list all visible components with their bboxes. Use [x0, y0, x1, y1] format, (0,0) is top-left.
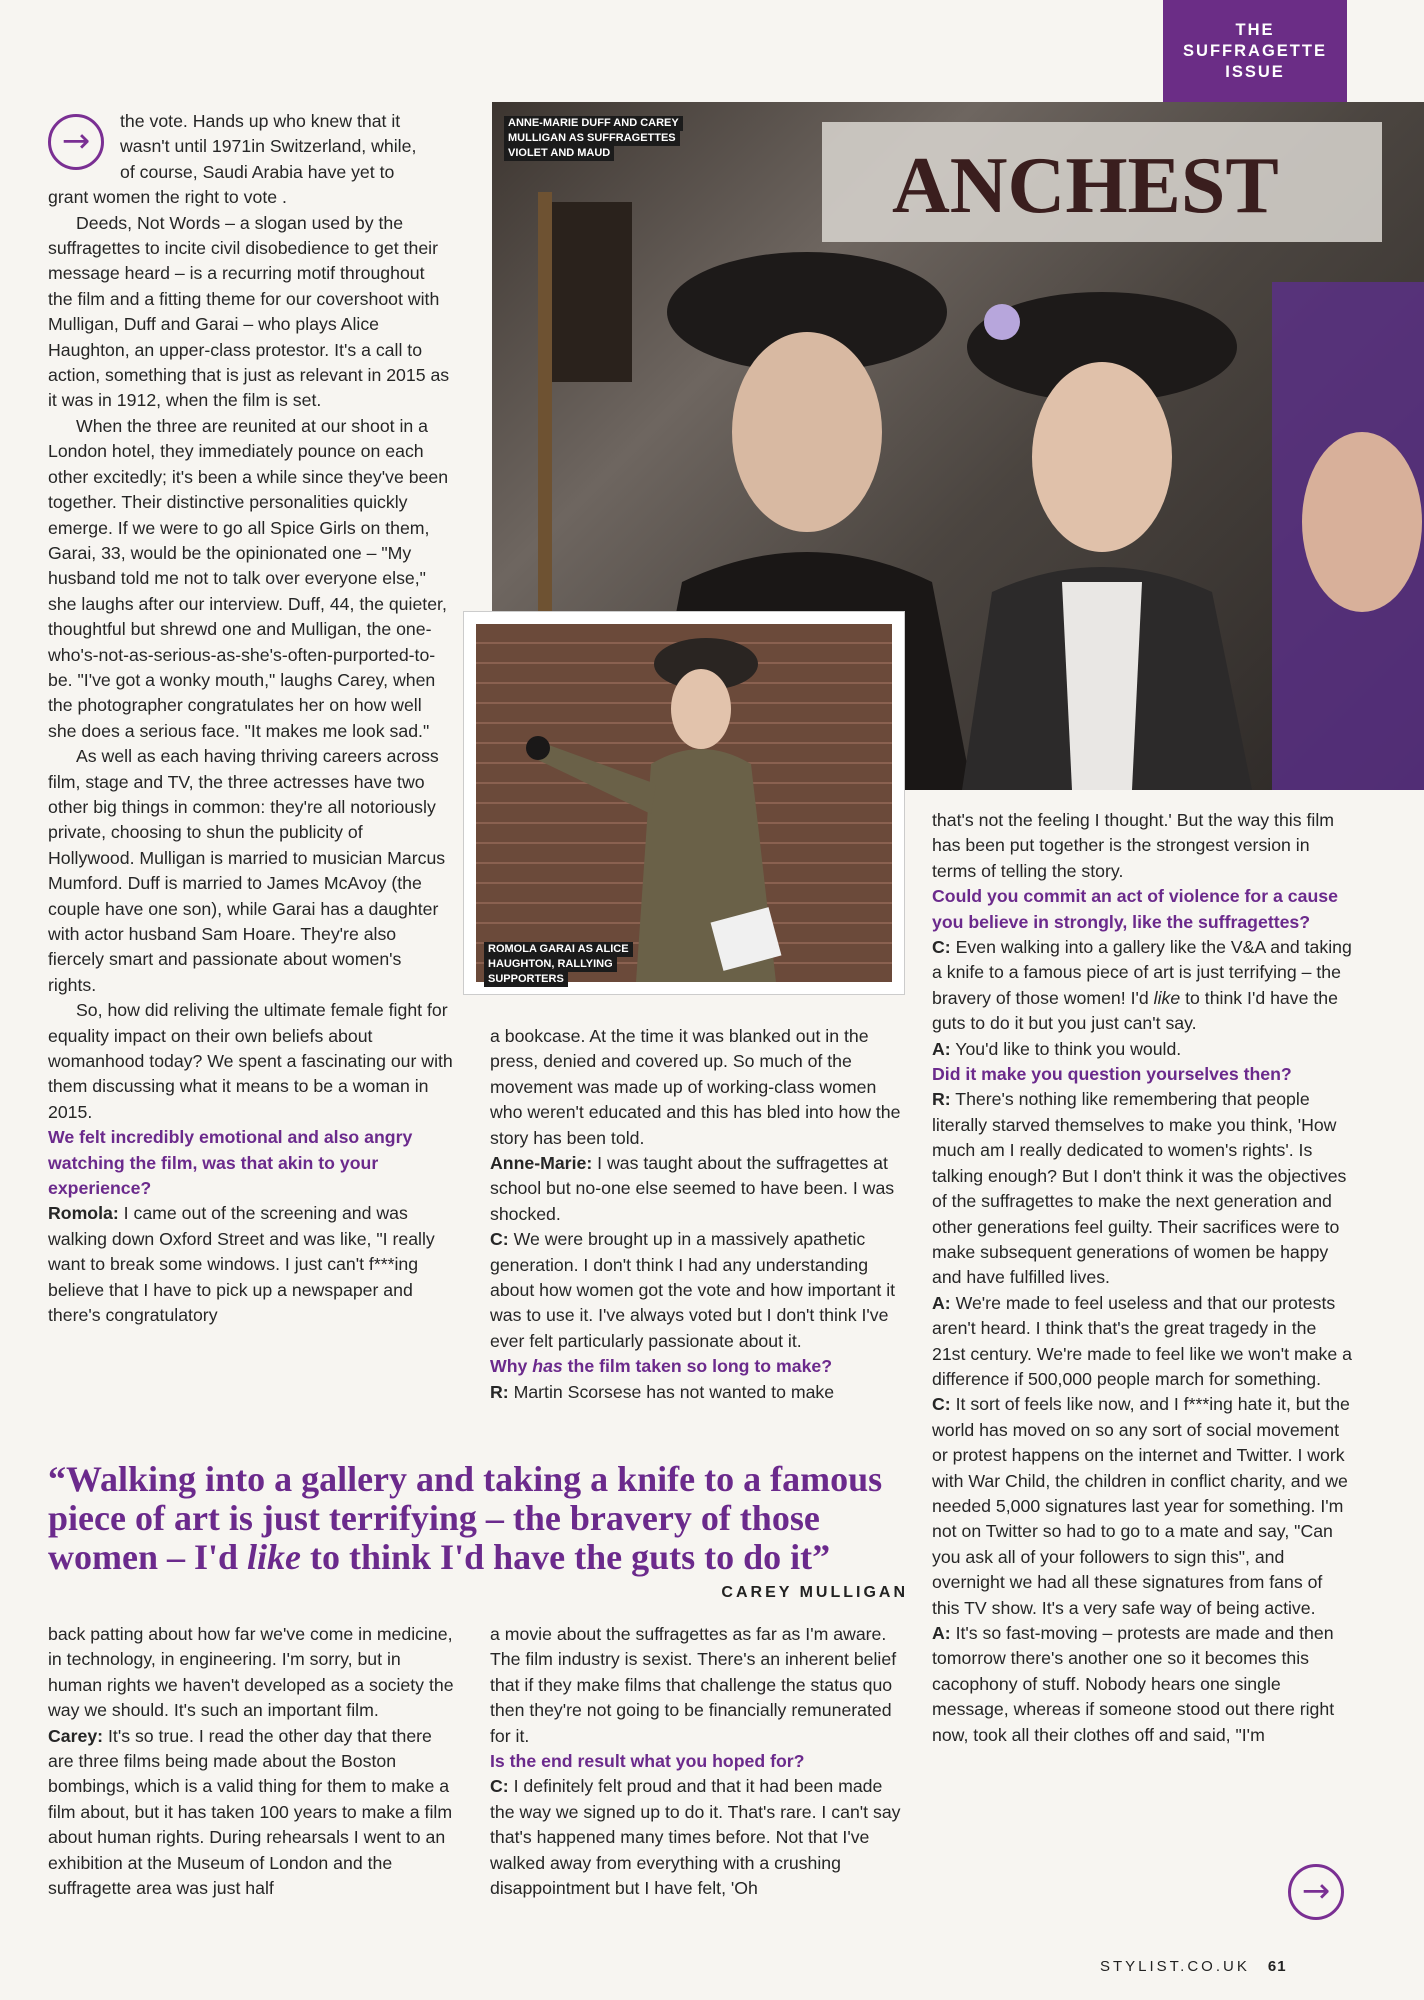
interview-question: Is the end result what you hoped for? [490, 1751, 805, 1772]
article-column-2-lower [490, 1622, 908, 1901]
answer-text: We were brought up in a massively apathetic generation. I don't think I had any understanding about how women got the vote and how important it was to use it. I've always voted but I don't think I've ever felt particularly passionate about it. [490, 1229, 896, 1351]
interview-answer [932, 1291, 1352, 1393]
site-name[interactable]: STYLIST.CO.UK [1100, 1958, 1250, 1975]
lead-line-1: the vote. Hands up who knew that it [120, 111, 401, 131]
interview-answer [48, 1724, 458, 1902]
answer-text: You'd like to think you would. [955, 1038, 1182, 1059]
interview-question [490, 1354, 908, 1379]
answer-text: I definitely felt proud and that it had been made the way we signed up to do it. That's rare. I can't say that's happened many times before. Not that I've walked away from everything with a crushing disappointment but I have felt, 'Oh [490, 1776, 901, 1899]
interview-answer [932, 1392, 1352, 1621]
pull-quote-text: “Walking into a gallery and taking a knife to a famous piece of art is just terrifying – the bravery of those women – I'd [48, 1459, 883, 1577]
lead-line-3: of course, Saudi Arabia have yet to [120, 161, 395, 182]
answer-text: We're made to feel useless and that our protests aren't heard. I think that's the great tragedy in the 21st century. We're made to feel like we won't make a difference if 500,000 people march for something. [932, 1292, 1352, 1389]
lead-line-2: wasn't until 1971in Switzerland, while, [120, 136, 417, 157]
speaker-label: C: [932, 937, 951, 958]
speaker-label: Romola: [48, 1203, 119, 1224]
answer-text: to think I'd have the guts to do it but you just can't say. [932, 987, 1338, 1034]
question-part: the film taken so long to make? [567, 1356, 833, 1377]
interview-question: We felt incredibly emotional and also angry watching the film, was that akin to your experience? [48, 1127, 413, 1199]
paragraph: Deeds, Not Words – a slogan used by the suffragettes to incite civil disobedience to get their message heard – is a recurring motif throughout the film and a fitting theme for our covershoot with Mulligan, Duff and Garai – who plays Alice Haughton, an upper-class protestor. It's a call to action, something that is just as relevant in 2015 as it was in 1912, when the film is set. [48, 212, 450, 411]
paragraph: a bookcase. At the time it was blanked out in the press, denied and covered up. So much of the movement was made up of working-class women who weren't educated and this has bled into how the story has been told. [490, 1026, 901, 1148]
paragraph: back patting about how far we've come in medicine, in technology, in engineering. I'm sorry, but in human rights we haven't developed as a society the way we should. It's such an important film. [48, 1624, 454, 1721]
answer-text: I came out of the screening and was walking down Oxford Street and was like, "I really want to break some windows. I just can't f***ing believe that I have to pick up a newspaper and there's congratulatory [48, 1203, 435, 1326]
inset-photo-image [476, 624, 892, 982]
interview-answer [490, 1227, 908, 1354]
arrow-right-circle-icon[interactable]: → [1288, 1864, 1344, 1920]
inset-photo-caption-2: HAUGHTON, RALLYING [484, 957, 617, 972]
speaker-label: C: [932, 1394, 951, 1415]
banner-sign-text: ANCHEST [892, 142, 1279, 230]
speaker-label: Carey: [48, 1725, 104, 1746]
page-footer [1100, 1958, 1287, 1975]
answer-text: It sort of feels like now, and I f***ing hate it, but the world has moved on so any sort of social movement or protest happens on the internet and Twitter. I work with War Child, the children in conflict charity, and we needed 5,000 signatures last year for something. I'm not on Twitter so had to go to a mate and say, "Can you ask all of your followers to sign this", and overnight we had all these signatures from fans of this TV show. It's a very safe way of being active. [932, 1394, 1350, 1618]
interview-answer [932, 1621, 1352, 1748]
interview-answer [932, 1087, 1352, 1290]
speaker-label: A: [932, 1292, 951, 1313]
speaker-label: R: [932, 1089, 951, 1110]
inset-photo-caption-3: SUPPORTERS [484, 972, 568, 987]
main-photo-caption-2: MULLIGAN AS SUFFRAGETTES [504, 131, 680, 146]
question-emphasis: has [532, 1356, 563, 1377]
answer-text: It's so true. I read the other day that there are three films being made about the Boston bombings, which is a valid thing for them to make a film about, but it has taken 100 years to make a film about human rights. During rehearsals I went to an exhibition at the Museum of London and the suffragette area was just half [48, 1725, 453, 1899]
interview-answer [932, 935, 1352, 1037]
answer-text: Even walking into a gallery like the V&A and taking a knife to a famous piece of art is just terrifying – the bravery of those women! I'd [932, 937, 1352, 1008]
banner-line-3: ISSUE [1225, 63, 1285, 81]
interview-question: Could you commit an act of violence for a cause you believe in strongly, like the suffragettes? [932, 886, 1338, 932]
lead-line-4: grant women the right to vote . [48, 187, 287, 208]
speaker-label: C: [490, 1229, 509, 1250]
paragraph: As well as each having thriving careers across film, stage and TV, the three actresses have two other big things in common: they're all notoriously private, choosing to shun the publicity of Hollywood. Mulligan is married to musician Marcus Mumford. Duff is married to James McAvoy (the couple have one son), while Garai has a daughter with actor husband Sam Hoare. They're also fiercely smart and passionate about women's rights. [48, 746, 446, 995]
answer-text: I was taught about the suffragettes at school but no-one else seemed to have been. I was shocked. [490, 1153, 895, 1224]
answer-text: Martin Scorsese has not wanted to make [513, 1381, 835, 1402]
answer-text: It's so fast-moving – protests are made and then tomorrow there's another one so it becomes this cacophony of stuff. Nobody hears one single message, whereas if someone stood out there right now, took all their clothes off and said, "I'm [932, 1623, 1335, 1745]
pull-quote-text: to think I'd have the guts to do it” [301, 1537, 831, 1577]
banner-line-2: SUFFRAGETTE [1183, 42, 1327, 60]
inset-photo-illustration [476, 624, 892, 982]
speaker-label: R: [490, 1381, 509, 1402]
paragraph: that's not the feeling I thought.' But the way this film has been put together is the strongest version in terms of telling the story. [932, 810, 1335, 881]
page-number: 61 [1267, 1958, 1287, 1975]
answer-emphasis: like [1153, 987, 1181, 1008]
article-column-1-lower [48, 1622, 458, 1901]
main-photo-caption-3: VIOLET AND MAUD [504, 146, 614, 161]
paragraph: So, how did reliving the ultimate female fight for equality impact on their own beliefs about womanhood today? We spent a fascinating our with them discussing what it means to be a woman in 2015. [48, 1000, 453, 1122]
speaker-label: Anne-Marie: [490, 1153, 593, 1174]
arrow-right-circle-icon: → [48, 114, 104, 170]
answer-text: There's nothing like remembering that people literally starved themselves to make you think, 'How much am I really dedicated to women's rights'. Is talking enough? But I don't think it was the objectives of the suffragettes to make the next generation and other generations feel guilty. Their sacrifices were to make subsequent generations of women be happy and have fulfilled lives. [932, 1089, 1347, 1288]
interview-answer [490, 1151, 908, 1227]
article-column-3 [932, 808, 1352, 1748]
question-part: Why [490, 1356, 528, 1377]
interview-answer [932, 1037, 1352, 1062]
article-column-1 [48, 109, 453, 1329]
interview-answer [490, 1380, 908, 1405]
banner-line-1: THE [1235, 21, 1275, 39]
speaker-label: A: [932, 1623, 951, 1643]
speaker-label: A: [932, 1038, 951, 1059]
inset-photo-caption-1: ROMOLA GARAI AS ALICE [484, 942, 633, 957]
paragraph: a movie about the suffragettes as far as I'm aware. The film industry is sexist. There's an inherent belief that if they make films that challenge the status quo then they're not going to be financially remunerated for it. [490, 1624, 897, 1746]
article-column-2 [490, 1024, 908, 1405]
interview-answer [490, 1774, 908, 1901]
main-photo-caption-1: ANNE-MARIE DUFF AND CAREY [504, 116, 683, 131]
paragraph: When the three are reunited at our shoot in a London hotel, they immediately pounce on each other excitedly; it's been a while since they've been together. Their distinctive personalities quickly emerge. If we were to go all Spice Girls on them, Garai, 33, would be the opinionated one – "My husband told me not to talk over everyone else," she laughs after our interview. Duff, 44, the quieter, thoughtful but shrewd one and Mulligan, the one-who's-not-as-serious-as-she's-often-purported-to-be. "I've got a wonky mouth," laughs Carey, when the photographer congratulates her on how well she does a serious face. "It makes me look sad." [48, 415, 449, 741]
speaker-label: C: [490, 1776, 509, 1797]
pull-quote-emphasis: like [247, 1537, 302, 1577]
pull-quote [48, 1460, 908, 1577]
interview-question: Did it make you question yourselves then? [932, 1064, 1292, 1085]
interview-answer [48, 1201, 453, 1328]
inset-photo [464, 612, 904, 994]
pull-quote-attribution: CAREY MULLIGAN [721, 1584, 908, 1601]
